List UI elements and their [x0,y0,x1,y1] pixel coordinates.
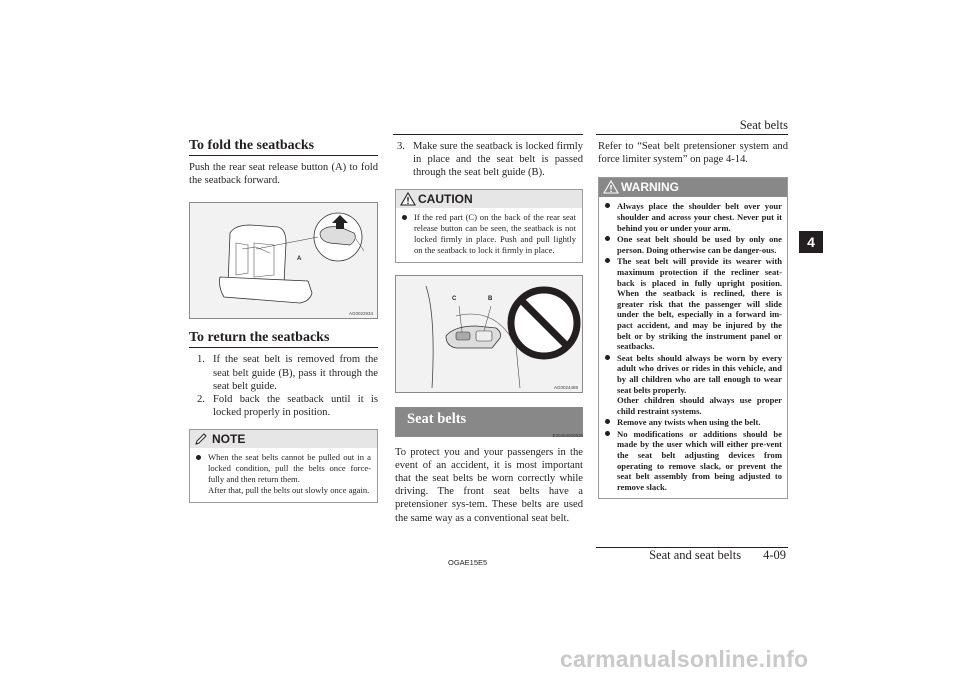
chapter-title: Seat and seat belts [649,548,742,562]
caution-header [396,190,582,208]
warning-triangle-icon [603,180,619,194]
middle-column [395,140,583,525]
label-a: A [297,256,302,263]
list-item: Always place the shoulder belt over your shoulder and across your chest. Never put it behind you or under your arm. [605,201,782,233]
intro-text: Refer to “Seat belt pretensioner system and force limiter system” on page 4-14. [598,141,788,166]
list-item: No modifications or additions should be made by the user which will either pre-vent the seat belt adjusting devices from operating to remove slack, or prevent the seat belt assembly from being adjusted to remove slack. [605,429,782,493]
bullet-icon [605,258,610,263]
bullet-icon [605,236,610,241]
running-header: Seat belts [739,118,788,132]
note-pencil-icon [194,432,208,446]
warning-title: WARNING [621,180,679,195]
section-heading: Seat belts [395,407,583,437]
warning-box [598,177,788,499]
footer-page-info [649,548,786,563]
list-item: Seat belts should always be worn by every adult who drives or rides in this vehicle, and by all children who are tall enough to wear seat belts properly. Other children should always use proper child restraint systems. [605,353,782,417]
caution-triangle-icon [400,192,416,206]
bullet-icon [605,419,610,424]
caution-title: CAUTION [418,191,473,206]
bullet-icon [196,455,201,460]
fold-text: Push the rear seat release button (A) to fold the seatback forward. [189,162,378,187]
bullet-icon [605,203,610,208]
belt-guide-illustration [396,276,582,392]
page-number: 4-09 [763,548,786,562]
belt-guide-figure [395,275,583,393]
caution-box [395,189,583,263]
caution-body [396,208,582,262]
label-c: C [452,295,457,302]
list-item: One seat belt should be used by only one person. Doing otherwise can be danger-ous. [605,234,782,255]
list-item: 3. Make sure the seatback is locked firmly in place and the seat belt is passed through the seat belt guide (B). [397,141,583,179]
warning-header [599,178,787,197]
header-rule [596,134,788,135]
seat-release-figure [189,202,378,319]
list-item: 2. Fold back the seatback until it is locked properly in position. [197,394,378,419]
return-heading: To return the seatbacks [189,330,378,348]
right-column [598,140,788,499]
bullet-icon [605,355,610,360]
watermark-text: carmanualsonline.info [560,646,809,672]
chapter-tab: 4 [799,231,823,253]
bullet-icon [402,215,407,220]
note-title: NOTE [212,432,246,447]
note-header [190,430,377,448]
left-column [189,138,378,503]
list-item: 1. If the seat belt is removed from the seat belt guide (B), pass it through the seat belt guide. [197,354,378,392]
label-b: B [488,295,493,302]
note-box [189,429,378,503]
list-item: If the red part (C) on the back of the rear seat release button can be seen, the seatback is not locked firmly in place. Push and pull lightly on the seatback to lock it firmly in place. [402,212,576,256]
fold-heading: To fold the seatbacks [189,138,378,156]
section-code: E00404000636 [552,432,583,438]
note-body [190,448,377,502]
figure-code: AG0024488 [553,384,578,390]
list-item: The seat belt will provide its wearer with maximum protection if the recliner seat-back is placed in fully upright position. When the seatback is reclined, there is greater risk that the passenger will slide under the belt, especially in a forward im-pact accident, and may be injured by the belt or by striking the instrument panel or seatbacks. [605,256,782,351]
list-item: When the seat belts cannot be pulled out in a locked condition, pull the belts once force-fully and then return them. After that, pull the belts out slowly once again. [196,452,371,496]
figure-code: AG0022934 [348,311,373,317]
list-item: Remove any twists when using the belt. [605,417,782,428]
seat-illustration [190,203,377,318]
warning-body [599,197,787,498]
middle-top-rule [393,134,583,135]
section-text: To protect you and your passengers in the event of an accident, it is most important that the seat belts be worn correctly while driving. The front seat belts have a pretensioner sys-tem. These belts are used the same way as a conventional seat belt. [395,446,583,524]
return-steps [197,353,378,419]
document-code: OGAE15E5 [448,558,488,567]
bullet-icon [605,431,610,436]
